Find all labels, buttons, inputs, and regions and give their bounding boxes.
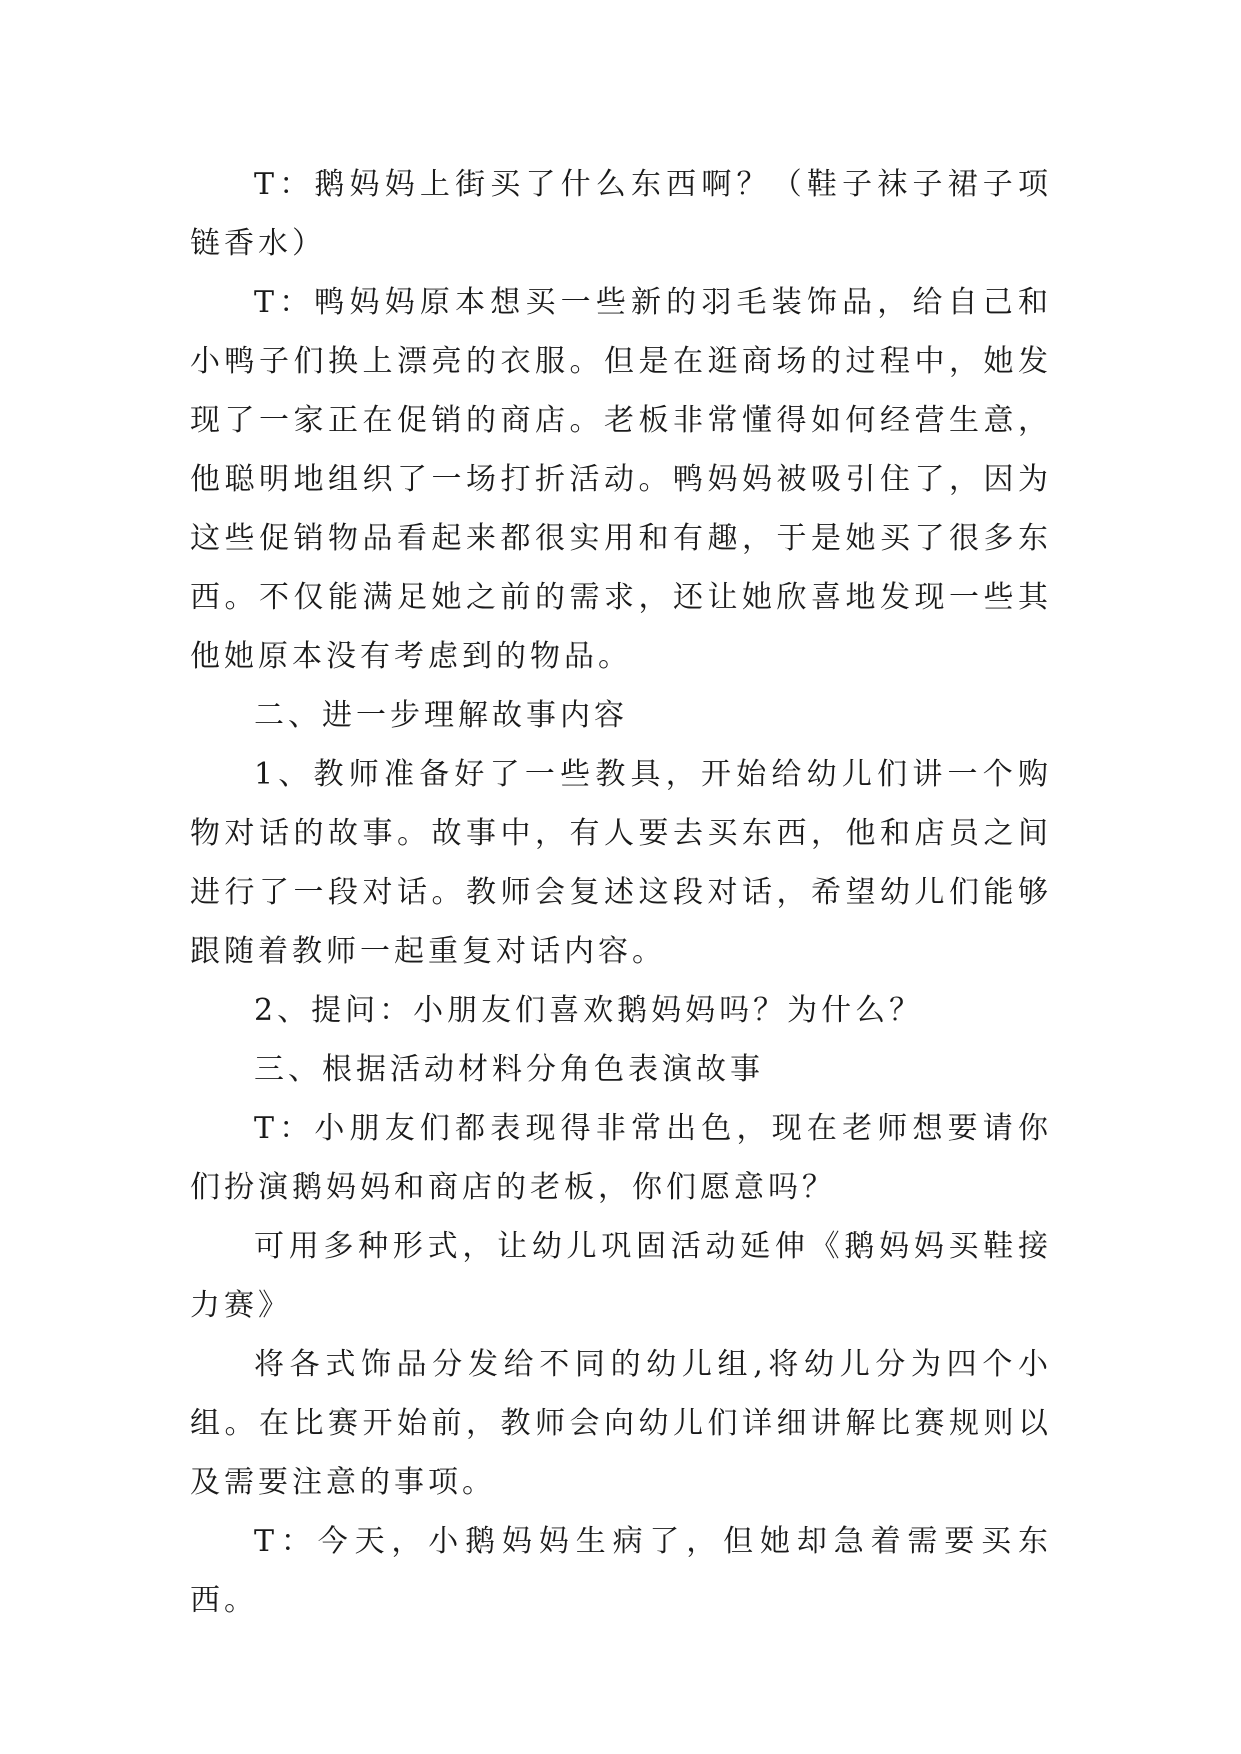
paragraph-sick-goose: T：今天，小鹅妈妈生病了，但她却急着需要买东西。 — [190, 1524, 1052, 1618]
section-heading-3: 三、根据活动材料分角色表演故事 — [254, 1052, 764, 1087]
paragraph-roleplay: T：小朋友们都表现得非常出色，现在老师想要请你们扮演鹅妈妈和商店的老板，你们愿意吗？ — [190, 1111, 1052, 1205]
document-body — [190, 155, 1052, 1630]
paragraph-step-2: 2、提问：小朋友们喜欢鹅妈妈吗？为什么？ — [254, 993, 924, 1028]
paragraph-question-shopping: T：鹅妈妈上街买了什么东西啊？（鞋子袜子裙子项链香水） — [190, 167, 1052, 261]
paragraph-extension: 可用多种形式，让幼儿巩固活动延伸《鹅妈妈买鞋接力赛》 — [190, 1229, 1052, 1323]
paragraph-groups: 将各式饰品分发给不同的幼儿组,将幼儿分为四个小组。在比赛开始前，教师会向幼儿们详细讲解比赛规则以及需要注意的事项。 — [190, 1347, 1052, 1500]
paragraph-duck-story: T：鸭妈妈原本想买一些新的羽毛装饰品，给自己和小鸭子们换上漂亮的衣服。但是在逛商场的过程中，她发现了一家正在促销的商店。老板非常懂得如何经营生意，他聪明地组织了一场打折活动。鸭妈妈被吸引住了，因为这些促销物品看起来都很实用和有趣，于是她买了很多东西。不仅能满足她之前的需求，还让她欣喜地发现一些其他她原本没有考虑到的物品。 — [190, 285, 1052, 674]
section-heading-2: 二、进一步理解故事内容 — [254, 698, 628, 733]
paragraph-step-1: 1、教师准备好了一些教具，开始给幼儿们讲一个购物对话的故事。故事中，有人要去买东西，他和店员之间进行了一段对话。教师会复述这段对话，希望幼儿们能够跟随着教师一起重复对话内容。 — [190, 757, 1052, 969]
